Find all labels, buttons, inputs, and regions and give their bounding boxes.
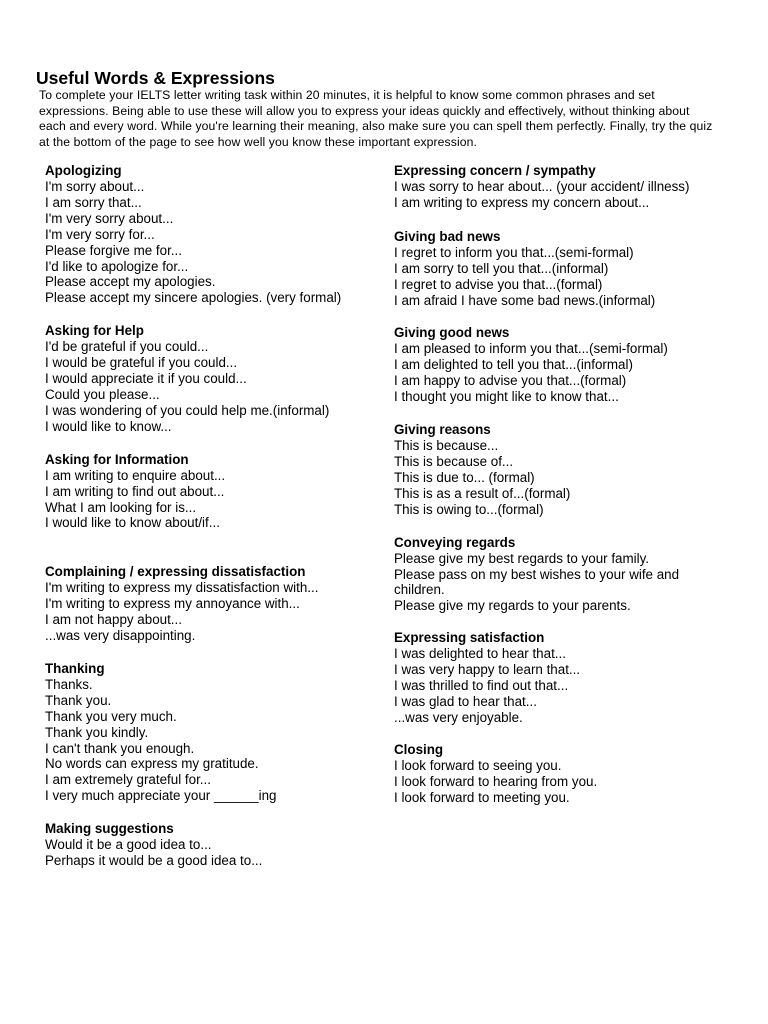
- expression-line: I am pleased to inform you that...(semi-formal): [394, 341, 668, 357]
- section: [394, 163, 734, 211]
- expression-line: I'm writing to express my dissatisfaction with...: [45, 580, 319, 596]
- expression-line: Please give my regards to your parents.: [394, 598, 631, 614]
- expression-line: children.: [394, 582, 445, 598]
- section: [394, 325, 734, 405]
- expression-line: Perhaps it would be a good idea to...: [45, 853, 263, 869]
- expression-line: Would it be a good idea to...: [45, 837, 212, 853]
- expression-line: I'd be grateful if you could...: [45, 339, 209, 355]
- expression-line: This is as a result of...(formal): [394, 485, 571, 501]
- section: [394, 229, 734, 309]
- expression-line: This is due to... (formal): [394, 469, 535, 485]
- expression-line: I look forward to hearing from you.: [394, 773, 598, 789]
- expression-line: I was wondering of you could help me.(informal): [45, 402, 330, 418]
- intro-paragraph: To complete your IELTS letter writing task within 20 minutes, it is helpful to know some common phrases and set expressions. Being able to use these will allow you to express your ideas quickly and effectively, without thinking about each and every word. While you're learning their meaning, also make sure you can spell them perfectly. Finally, try the quiz at the bottom of the page to see how well you know these important expression.: [39, 88, 713, 149]
- expression-line: Could you please...: [45, 386, 160, 402]
- expression-line: I thought you might like to know that...: [394, 389, 619, 405]
- section: [394, 422, 734, 518]
- expression-line: What I am looking for is...: [45, 499, 197, 515]
- section-heading: Closing: [394, 741, 444, 757]
- expression-line: I am extremely grateful for...: [45, 772, 211, 788]
- expression-line: I would like to know...: [45, 418, 172, 434]
- section-heading: Giving good news: [394, 325, 510, 341]
- section: [45, 323, 390, 434]
- expression-line: ...was very enjoyable.: [394, 709, 523, 725]
- section-heading: Asking for Help: [45, 323, 144, 339]
- expression-line: I regret to inform you that...(semi-formal): [394, 244, 634, 260]
- section-heading: Asking for Information: [45, 451, 189, 467]
- expression-line: I very much appreciate your ______ing: [45, 788, 277, 804]
- expression-line: Thank you.: [45, 692, 112, 708]
- left-column: [45, 163, 390, 869]
- section: [394, 630, 734, 726]
- section-heading: Making suggestions: [45, 821, 174, 837]
- expression-line: Please accept my sincere apologies. (very formal): [45, 290, 342, 306]
- section: [45, 661, 390, 804]
- expression-line: I can't thank you enough.: [45, 740, 195, 756]
- section-heading: Giving bad news: [394, 228, 501, 244]
- expression-line: I look forward to seeing you.: [394, 757, 562, 773]
- expression-line: Please accept my apologies.: [45, 274, 216, 290]
- expression-line: I'm sorry about...: [45, 179, 145, 194]
- expression-line: I look forward to meeting you.: [394, 789, 570, 805]
- expression-line: I am writing to find out about...: [45, 483, 225, 499]
- expression-line: I was thrilled to find out that...: [394, 678, 569, 694]
- section-heading: Conveying regards: [394, 534, 516, 550]
- expression-line: This is owing to...(formal): [394, 501, 544, 517]
- expression-line: I am not happy about...: [45, 612, 182, 628]
- expression-line: Please forgive me for...: [45, 242, 182, 258]
- section: [45, 163, 390, 306]
- section: [45, 452, 390, 532]
- section: [394, 535, 734, 615]
- expression-line: I'm very sorry for...: [45, 226, 155, 242]
- expression-line: Thank you very much.: [45, 708, 177, 724]
- expression-line: I am writing to express my concern about...: [394, 194, 650, 210]
- expression-line: I was glad to hear that...: [394, 693, 537, 709]
- expression-line: This is because...: [394, 438, 499, 454]
- expression-line: I'm very sorry about...: [45, 210, 174, 226]
- expression-line: No words can express my gratitude.: [45, 756, 259, 772]
- expression-line: I would be grateful if you could...: [45, 355, 238, 371]
- expression-line: I'm writing to express my annoyance with...: [45, 596, 300, 612]
- expression-line: I regret to advise you that...(formal): [394, 276, 603, 292]
- expression-line: I would appreciate it if you could...: [45, 371, 247, 387]
- section: [394, 742, 734, 806]
- expression-line: I'd like to apologize for...: [45, 258, 189, 274]
- section-heading: Thanking: [45, 660, 105, 676]
- expression-line: I am afraid I have some bad news.(informal): [394, 292, 656, 308]
- expression-line: I am sorry that...: [45, 194, 142, 210]
- expression-line: I am delighted to tell you that...(informal): [394, 357, 633, 373]
- expression-line: Please give my best regards to your family.: [394, 550, 650, 566]
- section-heading: Expressing satisfaction: [394, 630, 545, 646]
- expression-line: Thank you kindly.: [45, 724, 149, 740]
- section-heading: Apologizing: [45, 163, 122, 178]
- expression-line: ...was very disappointing.: [45, 628, 196, 644]
- expression-line: I am happy to advise you that...(formal): [394, 373, 627, 389]
- expression-line: I am writing to enquire about...: [45, 467, 226, 483]
- expression-line: Please pass on my best wishes to your wife and: [394, 566, 680, 582]
- right-column: [394, 163, 734, 805]
- expression-line: I am sorry to tell you that...(informal): [394, 260, 609, 276]
- expression-line: This is because of...: [394, 453, 514, 469]
- section-heading: Complaining / expressing dissatisfaction: [45, 564, 306, 580]
- expression-line: I was sorry to hear about... (your accident/ illness): [394, 179, 690, 194]
- expression-line: Thanks.: [45, 676, 93, 692]
- section-heading: Expressing concern / sympathy: [394, 163, 596, 178]
- expression-line: I was very happy to learn that...: [394, 662, 581, 678]
- page-title: Useful Words & Expressions: [36, 68, 275, 88]
- section-heading: Giving reasons: [394, 422, 491, 438]
- expression-line: I was delighted to hear that...: [394, 646, 566, 662]
- section: [45, 821, 390, 869]
- section: [45, 564, 390, 644]
- expression-line: I would like to know about/if...: [45, 515, 220, 531]
